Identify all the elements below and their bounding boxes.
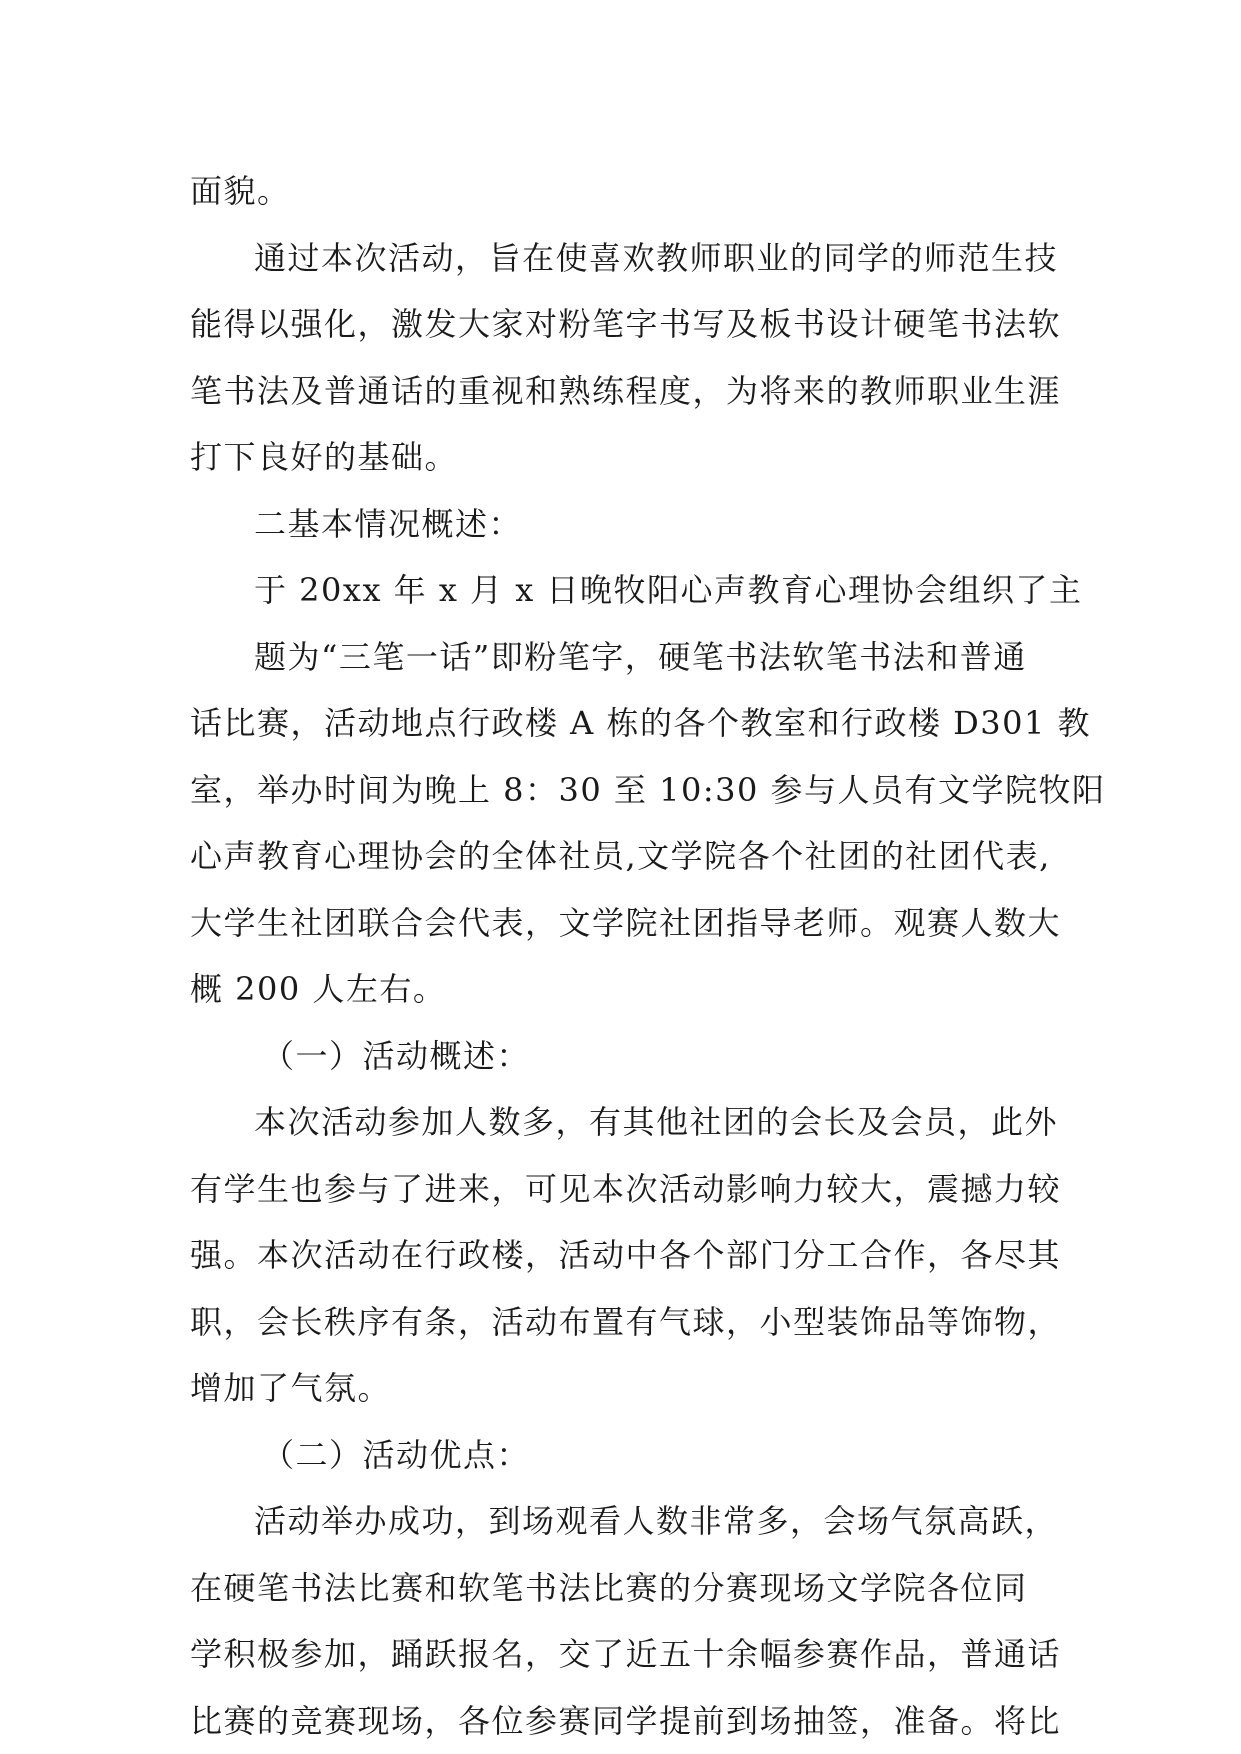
text-line: 话比赛，活动地点行政楼 A 栋的各个教室和行政楼 D301 教 (190, 704, 1092, 742)
document-body (190, 158, 1106, 1754)
text-line: 在硬笔书法比赛和软笔书法比赛的分赛现场文学院各位同 (190, 1568, 1028, 1607)
text-line: 概 200 人左右。 (190, 970, 447, 1008)
subsection-heading: （一）活动概述： (262, 1036, 531, 1075)
text-line: 面貌。 (190, 172, 291, 210)
text-line: 职，会长秩序有条，活动布置有气球，小型装饰品等饰物， (190, 1302, 1062, 1341)
text-line: 通过本次活动，旨在使喜欢教师职业的同学的师范生技 (254, 238, 1059, 277)
text-line: 室，举办时间为晚上 8：30 至 10:30 参与人员有文学院牧阳 (190, 770, 1106, 809)
text-line: 大学生社团联合会代表，文学院社团指导老师。观赛人数大 (190, 903, 1062, 942)
text-line: 增加了气氛。 (190, 1369, 392, 1407)
text-line: 有学生也参与了进来，可见本次活动影响力较大，震撼力较 (190, 1169, 1062, 1208)
text-line: 于 20xx 年 x 月 x 日晚牧阳心声教育心理协会组织了主 (254, 571, 1083, 609)
text-line: 活动举办成功，到场观看人数非常多，会场气氛高跃， (254, 1502, 1059, 1540)
text-line: 能得以强化，激发大家对粉笔字书写及板书设计硬笔书法软 (190, 305, 1062, 343)
text-line: 学积极参加，踊跃报名，交了近五十余幅参赛作品，普通话 (190, 1635, 1062, 1673)
text-line: 笔书法及普通话的重视和熟练程度，为将来的教师职业生涯 (190, 371, 1062, 410)
section-heading: 二基本情况概述： (254, 504, 523, 543)
text-line: 本次活动参加人数多，有其他社团的会长及会员，此外 (254, 1103, 1059, 1141)
text-line: 题为“三笔一话”即粉笔字，硬笔书法软笔书法和普通 (254, 637, 1027, 676)
text-line: 强。本次活动在行政楼，活动中各个部门分工合作，各尽其 (190, 1236, 1062, 1274)
text-line: 比赛的竞赛现场，各位参赛同学提前到场抽签，准备。将比 (190, 1701, 1062, 1740)
text-line: 心声教育心理协会的全体社员,文学院各个社团的社团代表, (190, 837, 1051, 875)
text-line: 打下良好的基础。 (190, 438, 459, 476)
subsection-heading: （二）活动优点： (262, 1435, 531, 1474)
